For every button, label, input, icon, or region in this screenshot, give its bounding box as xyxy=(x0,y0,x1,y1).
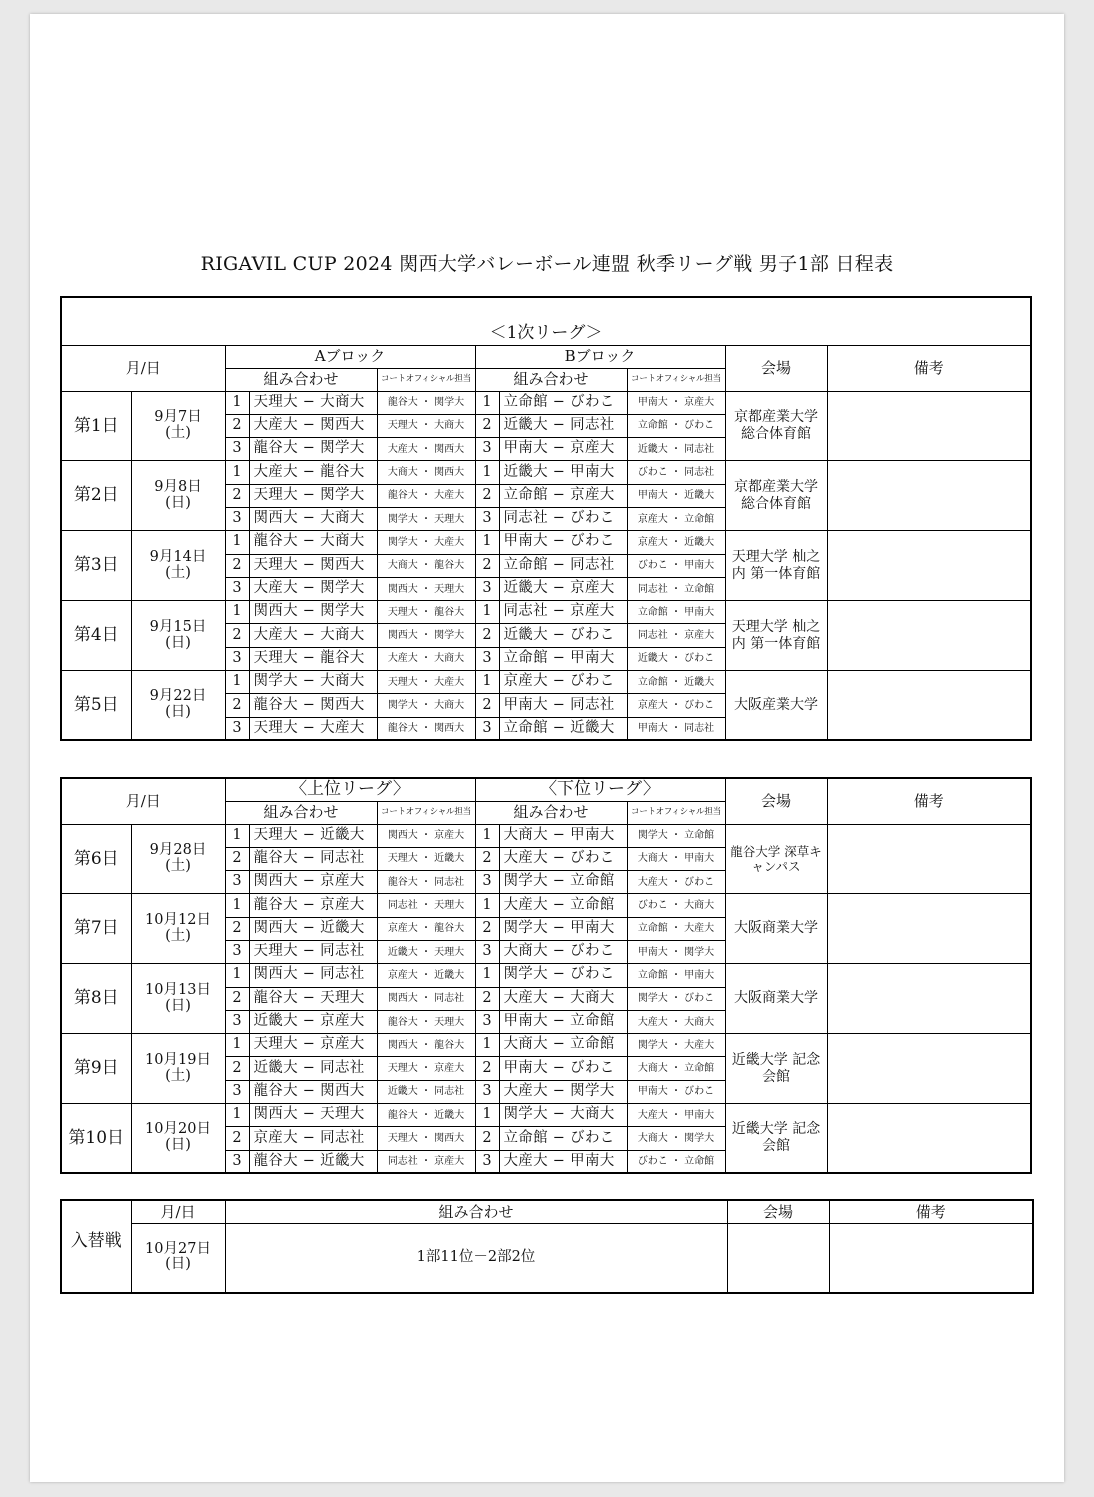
court-official: 大商大 ・ 関西大 xyxy=(377,461,475,484)
replacement-match: 1部11位－2部2位 xyxy=(225,1223,727,1293)
day-date-cell xyxy=(131,461,225,531)
court-official: 関学大 ・ びわこ xyxy=(627,987,725,1010)
venue: 龍谷大学 深草キャンパス xyxy=(725,824,827,894)
day-date-cell xyxy=(131,601,225,671)
court-official: びわこ ・ 立命館 xyxy=(627,1150,725,1173)
match-number: 2 xyxy=(475,414,499,437)
header-block-b: Bブロック xyxy=(475,345,725,368)
day-weekday: (土) xyxy=(165,424,191,441)
match-pairing: 近畿大 − 京産大 xyxy=(249,1010,377,1033)
match-number: 3 xyxy=(225,507,249,530)
match-pairing: 天理大 − 関学大 xyxy=(249,484,377,507)
match-number: 2 xyxy=(475,694,499,717)
day-weekday: (日) xyxy=(165,494,191,511)
remarks xyxy=(827,531,1031,601)
match-pairing: 大産大 − 龍谷大 xyxy=(249,461,377,484)
header-venue: 会場 xyxy=(725,778,827,824)
match-pairing: 関西大 − 近畿大 xyxy=(249,917,377,940)
day-date: 10月12日 xyxy=(145,911,211,928)
match-pairing: 京産大 − びわこ xyxy=(499,671,627,694)
remarks xyxy=(827,461,1031,531)
match-number: 3 xyxy=(225,1150,249,1173)
match-pairing: 天理大 − 関西大 xyxy=(249,554,377,577)
venue: 近畿大学 記念会館 xyxy=(725,1104,827,1174)
day-weekday: (日) xyxy=(165,1137,191,1154)
venue: 近畿大学 記念会館 xyxy=(725,1034,827,1104)
match-number: 1 xyxy=(225,1034,249,1057)
court-official: 関西大 ・ 龍谷大 xyxy=(377,1034,475,1057)
match-number: 2 xyxy=(225,987,249,1010)
court-official: 京産大 ・ 近畿大 xyxy=(377,964,475,987)
match-number: 1 xyxy=(475,1104,499,1127)
match-number: 1 xyxy=(475,824,499,847)
match-number: 1 xyxy=(225,824,249,847)
court-official: 大産大 ・ 関西大 xyxy=(377,438,475,461)
court-official: 天理大 ・ 関西大 xyxy=(377,1127,475,1150)
match-pairing: 関西大 − 大商大 xyxy=(249,507,377,530)
court-official: 京産大 ・ 龍谷大 xyxy=(377,917,475,940)
match-pairing: 龍谷大 − 京産大 xyxy=(249,894,377,917)
day-date: 9月15日 xyxy=(149,618,207,635)
match-number: 1 xyxy=(225,461,249,484)
day-date-cell xyxy=(131,391,225,461)
court-official: 立命館 ・ 近畿大 xyxy=(627,671,725,694)
day-label: 第8日 xyxy=(61,964,131,1034)
match-number: 2 xyxy=(475,987,499,1010)
match-number: 1 xyxy=(225,671,249,694)
match-pairing: 立命館 − 同志社 xyxy=(499,554,627,577)
court-official: 龍谷大 ・ 天理大 xyxy=(377,1010,475,1033)
court-official: 龍谷大 ・ 関学大 xyxy=(377,391,475,414)
match-number: 1 xyxy=(475,894,499,917)
match-pairing: 近畿大 − 同志社 xyxy=(249,1057,377,1080)
match-number: 3 xyxy=(225,871,249,894)
match-row xyxy=(61,824,1031,847)
match-pairing: 甲南大 − 立命館 xyxy=(499,1010,627,1033)
court-official: 龍谷大 ・ 大産大 xyxy=(377,484,475,507)
match-number: 1 xyxy=(475,391,499,414)
match-number: 3 xyxy=(475,1010,499,1033)
header-official-upper: コートオフィシャル担当 xyxy=(377,801,475,824)
header-pairing-b: 組み合わせ xyxy=(475,368,627,391)
match-pairing: 関学大 − 甲南大 xyxy=(499,917,627,940)
match-number: 2 xyxy=(225,1057,249,1080)
venue: 大阪商業大学 xyxy=(725,894,827,964)
court-official: 関西大 ・ 京産大 xyxy=(377,824,475,847)
court-official: 大産大 ・ 甲南大 xyxy=(627,1104,725,1127)
court-official: 大商大 ・ 甲南大 xyxy=(627,847,725,870)
court-official: 近畿大 ・ 同志社 xyxy=(627,438,725,461)
court-official: 龍谷大 ・ 同志社 xyxy=(377,871,475,894)
match-number: 1 xyxy=(475,461,499,484)
match-number: 1 xyxy=(225,1104,249,1127)
match-pairing: 龍谷大 − 関学大 xyxy=(249,438,377,461)
court-official: 立命館 ・ 甲南大 xyxy=(627,964,725,987)
day-label: 第3日 xyxy=(61,531,131,601)
match-number: 3 xyxy=(475,647,499,670)
match-number: 2 xyxy=(475,917,499,940)
header-upper-league: 〈上位リーグ〉 xyxy=(225,778,475,801)
match-pairing: 大産大 − 関学大 xyxy=(499,1080,627,1103)
match-pairing: 龍谷大 − 同志社 xyxy=(249,847,377,870)
day-date-cell xyxy=(131,1104,225,1174)
match-number: 2 xyxy=(225,484,249,507)
day-label: 第7日 xyxy=(61,894,131,964)
match-number: 3 xyxy=(225,717,249,740)
match-number: 1 xyxy=(475,964,499,987)
replacement-date: 10月27日 xyxy=(145,1240,211,1257)
match-row xyxy=(61,964,1031,987)
match-number: 3 xyxy=(225,940,249,963)
match-pairing: 龍谷大 − 関西大 xyxy=(249,1080,377,1103)
match-pairing: 大産大 − びわこ xyxy=(499,847,627,870)
match-number: 3 xyxy=(475,577,499,600)
match-number: 2 xyxy=(225,847,249,870)
venue: 大阪産業大学 xyxy=(725,671,827,741)
match-pairing: 甲南大 − びわこ xyxy=(499,1057,627,1080)
match-pairing: 関西大 − 関学大 xyxy=(249,601,377,624)
remarks xyxy=(827,391,1031,461)
match-pairing: 龍谷大 − 近畿大 xyxy=(249,1150,377,1173)
match-pairing: 大商大 − 甲南大 xyxy=(499,824,627,847)
remarks xyxy=(827,894,1031,964)
court-official: 京産大 ・ 立命館 xyxy=(627,507,725,530)
match-number: 3 xyxy=(475,1150,499,1173)
day-label: 第4日 xyxy=(61,601,131,671)
replacement-dow: (日) xyxy=(165,1256,191,1273)
match-row xyxy=(61,1104,1031,1127)
remarks xyxy=(827,964,1031,1034)
match-pairing: 龍谷大 − 大商大 xyxy=(249,531,377,554)
match-number: 1 xyxy=(475,531,499,554)
day-date: 9月28日 xyxy=(149,842,207,858)
venue: 天理大学 杣之内 第一体育館 xyxy=(725,601,827,671)
court-official: 大産大 ・ びわこ xyxy=(627,871,725,894)
header-venue: 会場 xyxy=(727,1200,829,1223)
match-pairing: 天理大 − 同志社 xyxy=(249,940,377,963)
match-pairing: 関西大 − 天理大 xyxy=(249,1104,377,1127)
remarks xyxy=(827,601,1031,671)
court-official: 関学大 ・ 天理大 xyxy=(377,507,475,530)
header-date: 月/日 xyxy=(131,1200,225,1223)
match-number: 1 xyxy=(225,964,249,987)
court-official: 龍谷大 ・ 近畿大 xyxy=(377,1104,475,1127)
match-pairing: 立命館 − びわこ xyxy=(499,391,627,414)
day-date-cell xyxy=(131,894,225,964)
match-pairing: 近畿大 − 甲南大 xyxy=(499,461,627,484)
match-pairing: 同志社 − 京産大 xyxy=(499,601,627,624)
remarks xyxy=(827,824,1031,894)
document-title: RIGAVIL CUP 2024 関西大学バレーボール連盟 秋季リーグ戦 男子1部 日程表 xyxy=(200,253,894,275)
day-weekday: (日) xyxy=(165,634,191,651)
court-official: 甲南大 ・ びわこ xyxy=(627,1080,725,1103)
match-pairing: 大産大 − 関学大 xyxy=(249,577,377,600)
header-pairing-upper: 組み合わせ xyxy=(225,801,377,824)
day-date-cell xyxy=(131,964,225,1034)
court-official: 関学大 ・ 立命館 xyxy=(627,824,725,847)
day-date: 9月8日 xyxy=(154,478,202,495)
header-pairing-lower: 組み合わせ xyxy=(475,801,627,824)
match-pairing: 龍谷大 − 関西大 xyxy=(249,694,377,717)
match-number: 2 xyxy=(225,624,249,647)
court-official: 同志社 ・ 立命館 xyxy=(627,577,725,600)
match-number: 1 xyxy=(475,601,499,624)
day-date: 9月14日 xyxy=(149,548,207,565)
header-lower-league: 〈下位リーグ〉 xyxy=(475,778,725,801)
match-number: 2 xyxy=(475,554,499,577)
venue: 天理大学 杣之内 第一体育館 xyxy=(725,531,827,601)
day-label: 第2日 xyxy=(61,461,131,531)
venue: 京都産業大学 総合体育館 xyxy=(725,391,827,461)
court-official: 関学大 ・ 大産大 xyxy=(627,1034,725,1057)
match-number: 2 xyxy=(475,1057,499,1080)
match-pairing: 甲南大 − びわこ xyxy=(499,531,627,554)
header-official-lower: コートオフィシャル担当 xyxy=(627,801,725,824)
venue: 京都産業大学 総合体育館 xyxy=(725,461,827,531)
day-date: 9月22日 xyxy=(149,688,207,705)
match-row xyxy=(61,671,1031,694)
day-date-cell xyxy=(131,824,225,894)
header-pairing: 組み合わせ xyxy=(225,1200,727,1223)
day-label: 第6日 xyxy=(61,824,131,894)
match-number: 3 xyxy=(475,717,499,740)
header-date: 月/日 xyxy=(61,778,225,824)
match-pairing: 関学大 − 立命館 xyxy=(499,871,627,894)
match-number: 2 xyxy=(225,694,249,717)
court-official: 京産大 ・ 近畿大 xyxy=(627,531,725,554)
match-pairing: 同志社 − びわこ xyxy=(499,507,627,530)
court-official: 関学大 ・ 大産大 xyxy=(377,531,475,554)
match-row xyxy=(61,391,1031,414)
court-official: 立命館 ・ 甲南大 xyxy=(627,601,725,624)
court-official: 同志社 ・ 京産大 xyxy=(377,1150,475,1173)
day-date: 9月7日 xyxy=(154,409,202,425)
match-pairing: 大産大 − 立命館 xyxy=(499,894,627,917)
court-official: 天理大 ・ 龍谷大 xyxy=(377,601,475,624)
match-number: 3 xyxy=(475,871,499,894)
match-pairing: 甲南大 − 同志社 xyxy=(499,694,627,717)
court-official: 同志社 ・ 天理大 xyxy=(377,894,475,917)
day-date: 10月19日 xyxy=(145,1051,211,1068)
header-official-b: コートオフィシャル担当 xyxy=(627,368,725,391)
replacement-match-table xyxy=(60,1199,1034,1294)
replacement-label: 入替戦 xyxy=(61,1200,131,1293)
court-official: 大商大 ・ 立命館 xyxy=(627,1057,725,1080)
match-pairing: 立命館 − 京産大 xyxy=(499,484,627,507)
match-number: 2 xyxy=(225,554,249,577)
match-pairing: 近畿大 − 同志社 xyxy=(499,414,627,437)
day-label: 第5日 xyxy=(61,671,131,741)
court-official: 近畿大 ・ 同志社 xyxy=(377,1080,475,1103)
match-number: 3 xyxy=(475,507,499,530)
header-pairing-a: 組み合わせ xyxy=(225,368,377,391)
day-date-cell xyxy=(131,531,225,601)
match-row xyxy=(61,601,1031,624)
venue: 大阪商業大学 xyxy=(725,964,827,1034)
match-pairing: 立命館 − 近畿大 xyxy=(499,717,627,740)
match-pairing: 近畿大 − びわこ xyxy=(499,624,627,647)
replacement-venue xyxy=(727,1223,829,1293)
match-number: 3 xyxy=(225,647,249,670)
match-number: 1 xyxy=(225,601,249,624)
match-row xyxy=(61,1034,1031,1057)
header-remarks: 備考 xyxy=(827,778,1031,824)
court-official: びわこ ・ 甲南大 xyxy=(627,554,725,577)
match-pairing: 京産大 − 同志社 xyxy=(249,1127,377,1150)
match-row xyxy=(61,531,1031,554)
court-official: 関西大 ・ 同志社 xyxy=(377,987,475,1010)
match-pairing: 大産大 − 甲南大 xyxy=(499,1150,627,1173)
match-pairing: 近畿大 − 京産大 xyxy=(499,577,627,600)
match-pairing: 関西大 − 京産大 xyxy=(249,871,377,894)
day-weekday: (土) xyxy=(165,857,191,874)
section-title: ＜1次リーグ＞ xyxy=(61,297,1031,345)
match-number: 1 xyxy=(225,391,249,414)
match-pairing: 天理大 − 近畿大 xyxy=(249,824,377,847)
match-pairing: 天理大 − 京産大 xyxy=(249,1034,377,1057)
match-number: 3 xyxy=(225,1080,249,1103)
court-official: 天理大 ・ 近畿大 xyxy=(377,847,475,870)
match-pairing: 甲南大 − 京産大 xyxy=(499,438,627,461)
match-pairing: 立命館 − びわこ xyxy=(499,1127,627,1150)
match-number: 2 xyxy=(225,414,249,437)
court-official: 龍谷大 ・ 関西大 xyxy=(377,717,475,740)
day-date: 10月20日 xyxy=(145,1121,211,1138)
court-official: 大商大 ・ 関学大 xyxy=(627,1127,725,1150)
court-official: 京産大 ・ びわこ xyxy=(627,694,725,717)
first-league-table xyxy=(60,296,1032,741)
match-number: 3 xyxy=(475,438,499,461)
match-pairing: 大商大 − 立命館 xyxy=(499,1034,627,1057)
court-official: 天理大 ・ 京産大 xyxy=(377,1057,475,1080)
match-number: 3 xyxy=(475,940,499,963)
match-pairing: 大商大 − びわこ xyxy=(499,940,627,963)
match-pairing: 関西大 − 同志社 xyxy=(249,964,377,987)
header-official-a: コートオフィシャル担当 xyxy=(377,368,475,391)
court-official: 大産大 ・ 大商大 xyxy=(627,1010,725,1033)
day-date: 10月13日 xyxy=(145,981,211,998)
court-official: 関西大 ・ 天理大 xyxy=(377,577,475,600)
match-number: 1 xyxy=(475,671,499,694)
match-number: 2 xyxy=(475,624,499,647)
header-venue: 会場 xyxy=(725,345,827,391)
match-pairing: 立命館 − 甲南大 xyxy=(499,647,627,670)
court-official: 甲南大 ・ 同志社 xyxy=(627,717,725,740)
court-official: 天理大 ・ 大産大 xyxy=(377,671,475,694)
match-number: 3 xyxy=(225,1010,249,1033)
remarks xyxy=(827,1104,1031,1174)
header-date: 月/日 xyxy=(61,345,225,391)
court-official: 同志社 ・ 京産大 xyxy=(627,624,725,647)
second-league-table xyxy=(60,777,1032,1174)
day-weekday: (土) xyxy=(165,927,191,944)
day-weekday: (土) xyxy=(165,1067,191,1084)
court-official: 甲南大 ・ 関学大 xyxy=(627,940,725,963)
match-number: 2 xyxy=(475,847,499,870)
match-pairing: 天理大 − 大産大 xyxy=(249,717,377,740)
court-official: びわこ ・ 大商大 xyxy=(627,894,725,917)
day-date-cell xyxy=(131,671,225,741)
court-official: 甲南大 ・ 近畿大 xyxy=(627,484,725,507)
match-number: 1 xyxy=(225,531,249,554)
match-row xyxy=(61,894,1031,917)
court-official: 関学大 ・ 大商大 xyxy=(377,694,475,717)
court-official: 近畿大 ・ 天理大 xyxy=(377,940,475,963)
match-row xyxy=(61,461,1031,484)
match-pairing: 天理大 − 龍谷大 xyxy=(249,647,377,670)
remarks xyxy=(827,1034,1031,1104)
replacement-date-cell xyxy=(131,1223,225,1293)
match-number: 2 xyxy=(225,1127,249,1150)
day-weekday: (日) xyxy=(165,704,191,721)
day-label: 第10日 xyxy=(61,1104,131,1174)
match-pairing: 関学大 − 大商大 xyxy=(499,1104,627,1127)
court-official: 大商大 ・ 龍谷大 xyxy=(377,554,475,577)
match-pairing: 龍谷大 − 天理大 xyxy=(249,987,377,1010)
court-official: びわこ ・ 同志社 xyxy=(627,461,725,484)
match-pairing: 関学大 − びわこ xyxy=(499,964,627,987)
day-weekday: (日) xyxy=(165,997,191,1014)
day-label: 第9日 xyxy=(61,1034,131,1104)
match-pairing: 天理大 − 大商大 xyxy=(249,391,377,414)
match-pairing: 大産大 − 大商大 xyxy=(249,624,377,647)
match-number: 2 xyxy=(225,917,249,940)
match-number: 3 xyxy=(225,577,249,600)
court-official: 天理大 ・ 大商大 xyxy=(377,414,475,437)
court-official: 関西大 ・ 関学大 xyxy=(377,624,475,647)
court-official: 甲南大 ・ 京産大 xyxy=(627,391,725,414)
match-pairing: 大産大 − 関西大 xyxy=(249,414,377,437)
match-number: 1 xyxy=(475,1034,499,1057)
match-number: 3 xyxy=(225,438,249,461)
match-number: 2 xyxy=(475,1127,499,1150)
match-number: 2 xyxy=(475,484,499,507)
court-official: 立命館 ・ 大産大 xyxy=(627,917,725,940)
match-number: 1 xyxy=(225,894,249,917)
header-block-a: Aブロック xyxy=(225,345,475,368)
match-pairing: 大産大 − 大商大 xyxy=(499,987,627,1010)
court-official: 立命館 ・ びわこ xyxy=(627,414,725,437)
remarks xyxy=(827,671,1031,741)
header-remarks: 備考 xyxy=(829,1200,1033,1223)
match-number: 3 xyxy=(475,1080,499,1103)
header-remarks: 備考 xyxy=(827,345,1031,391)
day-label: 第1日 xyxy=(61,391,131,461)
day-weekday: (土) xyxy=(165,564,191,581)
court-official: 近畿大 ・ びわこ xyxy=(627,647,725,670)
match-pairing: 関学大 − 大商大 xyxy=(249,671,377,694)
replacement-remarks xyxy=(829,1223,1033,1293)
day-date-cell xyxy=(131,1034,225,1104)
court-official: 大産大 ・ 大商大 xyxy=(377,647,475,670)
